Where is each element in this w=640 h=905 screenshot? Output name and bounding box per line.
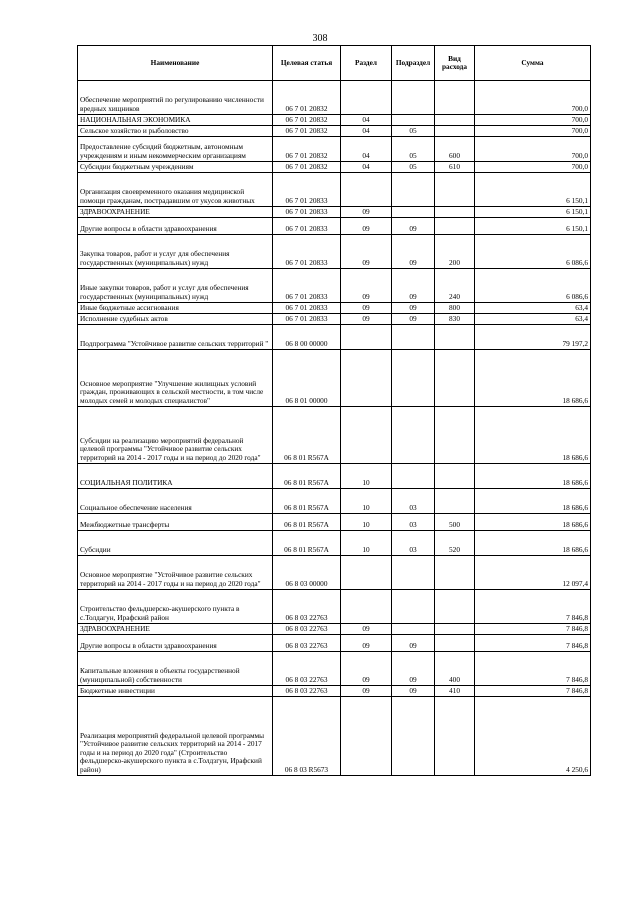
row-section xyxy=(341,697,392,776)
row-code: 06 8 03 22763 xyxy=(273,652,341,686)
table-row xyxy=(78,235,591,269)
table-row xyxy=(78,269,591,303)
row-subsection xyxy=(392,556,435,590)
table-row xyxy=(78,350,591,407)
row-section: 09 xyxy=(341,624,392,635)
row-amount: 18 686,6 xyxy=(475,489,591,514)
row-subsection xyxy=(392,173,435,207)
row-code: 06 7 01 20833 xyxy=(273,269,341,303)
row-code: 06 7 01 20833 xyxy=(273,303,341,314)
table-row xyxy=(78,325,591,350)
row-code: 06 8 01 R567A xyxy=(273,464,341,489)
row-section: 09 xyxy=(341,207,392,218)
row-amount: 18 686,6 xyxy=(475,514,591,531)
row-code: 06 7 01 20833 xyxy=(273,218,341,235)
row-subsection: 09 xyxy=(392,218,435,235)
table-row xyxy=(78,81,591,115)
row-expense-type xyxy=(435,590,475,624)
row-section: 04 xyxy=(341,115,392,126)
row-section xyxy=(341,325,392,350)
row-subsection: 09 xyxy=(392,635,435,652)
row-expense-type xyxy=(435,407,475,464)
row-section: 09 xyxy=(341,686,392,697)
row-expense-type xyxy=(435,81,475,115)
table-row xyxy=(78,173,591,207)
row-section xyxy=(341,81,392,115)
row-subsection xyxy=(392,350,435,407)
row-subsection: 09 xyxy=(392,303,435,314)
row-expense-type xyxy=(435,624,475,635)
row-section: 04 xyxy=(341,137,392,162)
row-code: 06 8 03 22763 xyxy=(273,624,341,635)
header-section: Раздел xyxy=(341,46,392,81)
row-subsection xyxy=(392,464,435,489)
row-section xyxy=(341,590,392,624)
row-amount: 6 150,1 xyxy=(475,173,591,207)
row-section: 09 xyxy=(341,635,392,652)
row-amount: 700,0 xyxy=(475,126,591,137)
row-subsection xyxy=(392,81,435,115)
table-row xyxy=(78,314,591,325)
row-code: 06 8 01 R567A xyxy=(273,407,341,464)
table-row xyxy=(78,531,591,556)
row-section xyxy=(341,407,392,464)
row-code: 06 8 03 R5673 xyxy=(273,697,341,776)
row-amount: 7 846,8 xyxy=(475,624,591,635)
row-code: 06 8 03 22763 xyxy=(273,635,341,652)
row-section: 04 xyxy=(341,126,392,137)
row-expense-type: 410 xyxy=(435,686,475,697)
row-expense-type: 400 xyxy=(435,652,475,686)
row-code: 06 8 01 R567A xyxy=(273,531,341,556)
row-name: Другие вопросы в области здравоохранения xyxy=(78,635,273,652)
row-expense-type xyxy=(435,489,475,514)
table-row xyxy=(78,697,591,776)
row-code: 06 7 01 20833 xyxy=(273,207,341,218)
row-name: Реализация мероприятий федеральной целевой программы "Устойчивое развитие сельских территорий на 2014 - 2017 годы и на период до 2020 года" (Строительство фельдшерско-акушерского пункта в с.Толдзгун, Ирафский район) xyxy=(78,697,273,776)
row-name: Социальное обеспечение населения xyxy=(78,489,273,514)
row-subsection: 09 xyxy=(392,652,435,686)
row-amount: 4 250,6 xyxy=(475,697,591,776)
row-subsection xyxy=(392,590,435,624)
row-name: Предоставление субсидий бюджетным, автономным учреждениям и иным некоммерческим организациям xyxy=(78,137,273,162)
row-name: Обеспечение мероприятий по регулированию численности вредных хищников xyxy=(78,81,273,115)
row-subsection: 05 xyxy=(392,126,435,137)
row-expense-type: 200 xyxy=(435,235,475,269)
row-expense-type xyxy=(435,697,475,776)
row-name: Организация своевременного оказания медицинской помощи гражданам, пострадавшим от укусов животных xyxy=(78,173,273,207)
row-amount: 18 686,6 xyxy=(475,464,591,489)
row-subsection: 03 xyxy=(392,489,435,514)
table-row xyxy=(78,126,591,137)
row-expense-type xyxy=(435,173,475,207)
table-row xyxy=(78,115,591,126)
row-code: 06 8 03 22763 xyxy=(273,686,341,697)
row-code: 06 8 01 R567A xyxy=(273,489,341,514)
row-name: Другие вопросы в области здравоохранения xyxy=(78,218,273,235)
row-code: 06 8 03 00000 xyxy=(273,556,341,590)
row-expense-type: 520 xyxy=(435,531,475,556)
row-expense-type: 500 xyxy=(435,514,475,531)
row-section xyxy=(341,350,392,407)
table-body xyxy=(78,81,591,776)
row-subsection: 09 xyxy=(392,269,435,303)
header-subsection: Подраздел xyxy=(392,46,435,81)
row-expense-type: 800 xyxy=(435,303,475,314)
row-section: 09 xyxy=(341,235,392,269)
row-name: Межбюджетные трансферты xyxy=(78,514,273,531)
row-section: 10 xyxy=(341,489,392,514)
table-row xyxy=(78,407,591,464)
row-section: 10 xyxy=(341,531,392,556)
row-expense-type xyxy=(435,350,475,407)
row-amount: 7 846,8 xyxy=(475,590,591,624)
row-expense-type xyxy=(435,325,475,350)
table-row xyxy=(78,207,591,218)
row-subsection xyxy=(392,407,435,464)
row-name: Иные закупки товаров, работ и услуг для обеспечения государственных (муниципальных) нужд xyxy=(78,269,273,303)
row-code: 06 8 03 22763 xyxy=(273,590,341,624)
table-row xyxy=(78,137,591,162)
row-amount: 63,4 xyxy=(475,314,591,325)
row-name: Иные бюджетные ассигнования xyxy=(78,303,273,314)
row-amount: 7 846,8 xyxy=(475,686,591,697)
row-name: Исполнение судебных актов xyxy=(78,314,273,325)
row-amount: 700,0 xyxy=(475,162,591,173)
row-subsection: 09 xyxy=(392,314,435,325)
row-subsection: 03 xyxy=(392,514,435,531)
row-section xyxy=(341,173,392,207)
row-code: 06 8 01 R567A xyxy=(273,514,341,531)
row-section: 04 xyxy=(341,162,392,173)
row-section: 09 xyxy=(341,652,392,686)
row-subsection xyxy=(392,207,435,218)
table-row xyxy=(78,590,591,624)
row-expense-type xyxy=(435,556,475,590)
row-name: Подпрограмма "Устойчивое развитие сельских территорий " xyxy=(78,325,273,350)
row-expense-type xyxy=(435,635,475,652)
row-subsection: 03 xyxy=(392,531,435,556)
row-amount: 7 846,8 xyxy=(475,652,591,686)
row-amount: 63,4 xyxy=(475,303,591,314)
row-amount: 6 150,1 xyxy=(475,207,591,218)
row-amount: 700,0 xyxy=(475,137,591,162)
table-row xyxy=(78,635,591,652)
row-subsection xyxy=(392,697,435,776)
row-amount: 6 150,1 xyxy=(475,218,591,235)
row-subsection: 05 xyxy=(392,137,435,162)
table-row xyxy=(78,303,591,314)
row-amount: 18 686,6 xyxy=(475,407,591,464)
table-row xyxy=(78,556,591,590)
row-expense-type xyxy=(435,126,475,137)
row-section: 10 xyxy=(341,464,392,489)
row-amount: 12 097,4 xyxy=(475,556,591,590)
row-code: 06 8 00 00000 xyxy=(273,325,341,350)
table-row xyxy=(78,624,591,635)
row-subsection xyxy=(392,115,435,126)
row-expense-type xyxy=(435,218,475,235)
table-row xyxy=(78,652,591,686)
row-code: 06 8 01 00000 xyxy=(273,350,341,407)
row-subsection: 09 xyxy=(392,235,435,269)
table-header-row xyxy=(78,46,591,81)
row-name: Основное мероприятие "Улучшение жилищных условий граждан, проживающих в сельской местности, в том числе молодых семей и молодых специалистов" xyxy=(78,350,273,407)
row-amount: 700,0 xyxy=(475,81,591,115)
row-name: Субсидии на реализацию мероприятий федеральной целевой программы "Устойчивое развитие сельских территорий на 2014 - 2017 годы и на период до 2020 года" xyxy=(78,407,273,464)
row-code: 06 7 01 20832 xyxy=(273,126,341,137)
table-row xyxy=(78,218,591,235)
row-expense-type xyxy=(435,115,475,126)
row-subsection: 09 xyxy=(392,686,435,697)
row-code: 06 7 01 20833 xyxy=(273,173,341,207)
row-section: 09 xyxy=(341,218,392,235)
row-name: СОЦИАЛЬНАЯ ПОЛИТИКА xyxy=(78,464,273,489)
row-section xyxy=(341,556,392,590)
row-expense-type: 240 xyxy=(435,269,475,303)
row-section: 10 xyxy=(341,514,392,531)
row-name: Основное мероприятие "Устойчивое развитие сельских территорий на 2014 - 2017 годы и на период до 2020 года" xyxy=(78,556,273,590)
row-name: Бюджетные инвестиции xyxy=(78,686,273,697)
table-row xyxy=(78,162,591,173)
row-name: ЗДРАВООХРАНЕНИЕ xyxy=(78,624,273,635)
row-amount: 6 086,6 xyxy=(475,235,591,269)
row-subsection xyxy=(392,325,435,350)
row-name: ЗДРАВООХРАНЕНИЕ xyxy=(78,207,273,218)
row-expense-type xyxy=(435,207,475,218)
table-row xyxy=(78,489,591,514)
row-expense-type: 610 xyxy=(435,162,475,173)
row-name: Капитальные вложения в объекты государственной (муниципальной) собственности xyxy=(78,652,273,686)
row-section: 09 xyxy=(341,303,392,314)
row-amount: 79 197,2 xyxy=(475,325,591,350)
table-row xyxy=(78,686,591,697)
row-amount: 18 686,6 xyxy=(475,531,591,556)
row-subsection: 05 xyxy=(392,162,435,173)
row-amount: 7 846,8 xyxy=(475,635,591,652)
header-code: Целевая статья xyxy=(273,46,341,81)
row-subsection xyxy=(392,624,435,635)
row-code: 06 7 01 20832 xyxy=(273,81,341,115)
table-row xyxy=(78,514,591,531)
budget-table xyxy=(77,45,591,776)
header-expense-type: Вид расхода xyxy=(435,46,475,81)
row-expense-type xyxy=(435,464,475,489)
row-name: Строительство фельдшерско-акушерского пункта в с.Толдагун, Ирафский район xyxy=(78,590,273,624)
row-section: 09 xyxy=(341,314,392,325)
table-row xyxy=(78,464,591,489)
row-name: НАЦИОНАЛЬНАЯ ЭКОНОМИКА xyxy=(78,115,273,126)
page-number: 308 xyxy=(312,33,328,44)
row-code: 06 7 01 20833 xyxy=(273,314,341,325)
row-amount: 700,0 xyxy=(475,115,591,126)
row-name: Сельское хозяйство и рыболовство xyxy=(78,126,273,137)
header-name: Наименование xyxy=(78,46,273,81)
row-amount: 18 686,6 xyxy=(475,350,591,407)
header-amount: Сумма xyxy=(475,46,591,81)
row-expense-type: 600 xyxy=(435,137,475,162)
row-code: 06 7 01 20832 xyxy=(273,115,341,126)
row-code: 06 7 01 20832 xyxy=(273,162,341,173)
row-section: 09 xyxy=(341,269,392,303)
row-expense-type: 830 xyxy=(435,314,475,325)
row-amount: 6 086,6 xyxy=(475,269,591,303)
row-code: 06 7 01 20833 xyxy=(273,235,341,269)
row-code: 06 7 01 20832 xyxy=(273,137,341,162)
row-name: Субсидии xyxy=(78,531,273,556)
row-name: Закупка товаров, работ и услуг для обеспечения государственных (муниципальных) нужд xyxy=(78,235,273,269)
row-name: Субсидии бюджетным учреждениям xyxy=(78,162,273,173)
